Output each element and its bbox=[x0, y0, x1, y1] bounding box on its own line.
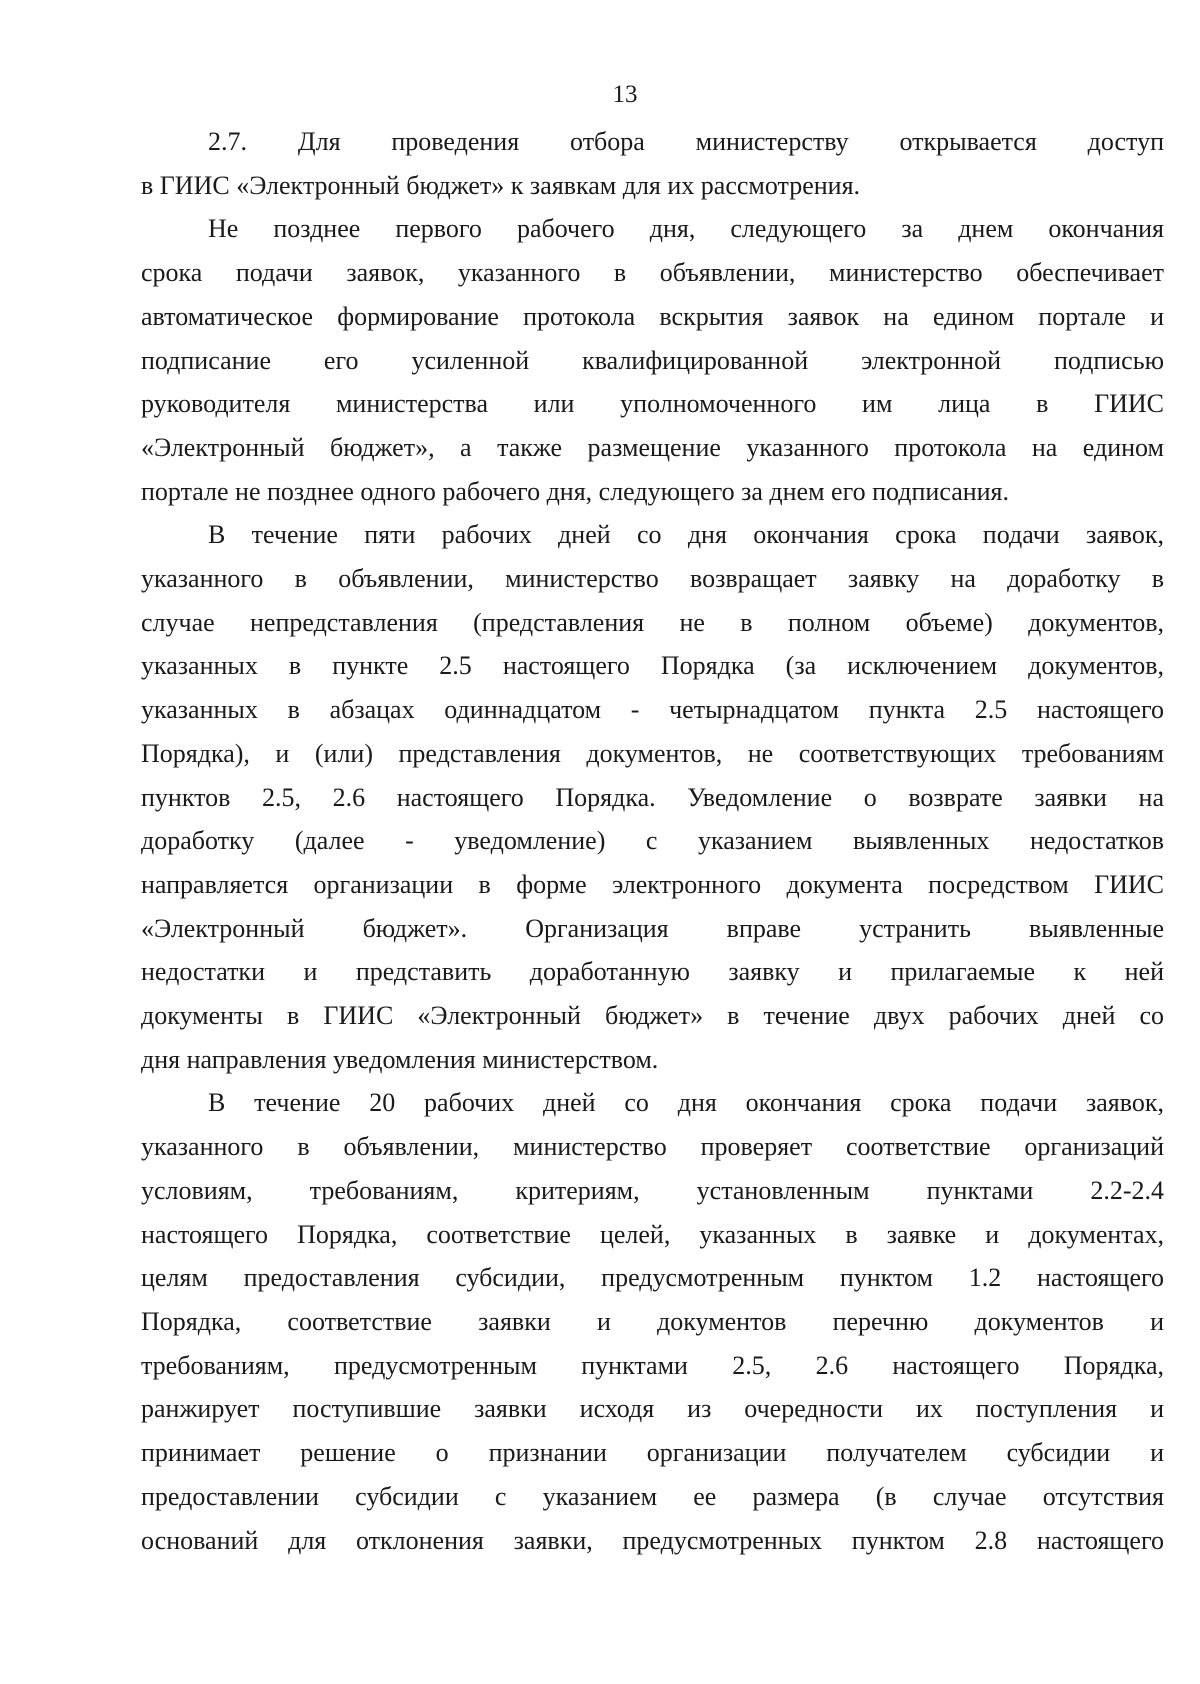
text-line: целям предоставления субсидии, предусмотренным пунктом 1.2 настоящего bbox=[141, 1263, 1164, 1293]
text-line: условиям, требованиям, критериям, установленным пунктами 2.2-2.4 bbox=[141, 1175, 1164, 1205]
text-line: подписание его усиленной квалифицированной электронной подписью bbox=[141, 345, 1164, 375]
text-line: Порядка, соответствие заявки и документов перечню документов и bbox=[141, 1306, 1164, 1336]
text-line: документы в ГИИС «Электронный бюджет» в течение двух рабочих дней со bbox=[141, 1001, 1164, 1031]
text-line: в ГИИС «Электронный бюджет» к заявкам для их рассмотрения. bbox=[141, 170, 861, 200]
text-line: указанных в пункте 2.5 настоящего Порядка (за исключением документов, bbox=[141, 651, 1164, 681]
text-line: В течение 20 рабочих дней со дня окончания срока подачи заявок, bbox=[208, 1088, 1164, 1118]
text-line: принимает решение о признании организации получателем субсидии и bbox=[141, 1438, 1164, 1468]
text-line: доработку (далее - уведомление) с указанием выявленных недостатков bbox=[141, 826, 1164, 856]
text-line: указанного в объявлении, министерство проверяет соответствие организаций bbox=[141, 1132, 1164, 1162]
text-line: дня направления уведомления министерством. bbox=[141, 1044, 659, 1074]
text-line: предоставлении субсидии с указанием ее размера (в случае отсутствия bbox=[141, 1481, 1164, 1511]
paragraph-return-for-revision bbox=[141, 513, 1164, 1081]
text-line: В течение пяти рабочих дней со дня окончания срока подачи заявок, bbox=[208, 520, 1164, 550]
page-number: 13 bbox=[612, 81, 638, 108]
text-line: 2.7. Для проведения отбора министерству открывается доступ bbox=[208, 127, 1164, 156]
text-line: пунктов 2.5, 2.6 настоящего Порядка. Уведомление о возврате заявки на bbox=[141, 782, 1164, 812]
text-line: «Электронный бюджет». Организация вправе устранить выявленные bbox=[141, 913, 1164, 943]
document-body bbox=[141, 120, 1164, 1562]
text-line: руководителя министерства или уполномоченного им лица в ГИИС bbox=[141, 389, 1164, 419]
text-line: настоящего Порядка, соответствие целей, указанных в заявке и документах, bbox=[141, 1219, 1164, 1249]
paragraph-2-7 bbox=[141, 120, 1164, 207]
text-line: Порядка), и (или) представления документов, не соответствующих требованиям bbox=[141, 738, 1164, 768]
text-line: портале не позднее одного рабочего дня, следующего за днем его подписания. bbox=[141, 476, 1010, 506]
text-line: Не позднее первого рабочего дня, следующего за днем окончания bbox=[208, 214, 1164, 244]
text-line: направляется организации в форме электронного документа посредством ГИИС bbox=[141, 869, 1164, 899]
paragraph-protocol bbox=[141, 207, 1164, 513]
text-line: оснований для отклонения заявки, предусмотренных пунктом 2.8 настоящего bbox=[141, 1525, 1164, 1555]
text-line: указанного в объявлении, министерство возвращает заявку на доработку в bbox=[141, 564, 1164, 594]
text-line: требованиям, предусмотренным пунктами 2.5, 2.6 настоящего Порядка, bbox=[141, 1350, 1164, 1380]
text-line: недостатки и представить доработанную заявку и прилагаемые к ней bbox=[141, 957, 1164, 987]
text-line: срока подачи заявок, указанного в объявлении, министерство обеспечивает bbox=[141, 258, 1164, 288]
text-line: случае непредставления (представления не в полном объеме) документов, bbox=[141, 607, 1164, 637]
paragraph-review-20-days bbox=[141, 1081, 1164, 1562]
text-line: ранжирует поступившие заявки исходя из очередности их поступления и bbox=[141, 1394, 1164, 1424]
text-line: автоматическое формирование протокола вскрытия заявок на едином портале и bbox=[141, 301, 1164, 331]
text-line: «Электронный бюджет», а также размещение указанного протокола на едином bbox=[141, 432, 1164, 462]
text-line: указанных в абзацах одиннадцатом - четырнадцатом пункта 2.5 настоящего bbox=[141, 695, 1164, 725]
